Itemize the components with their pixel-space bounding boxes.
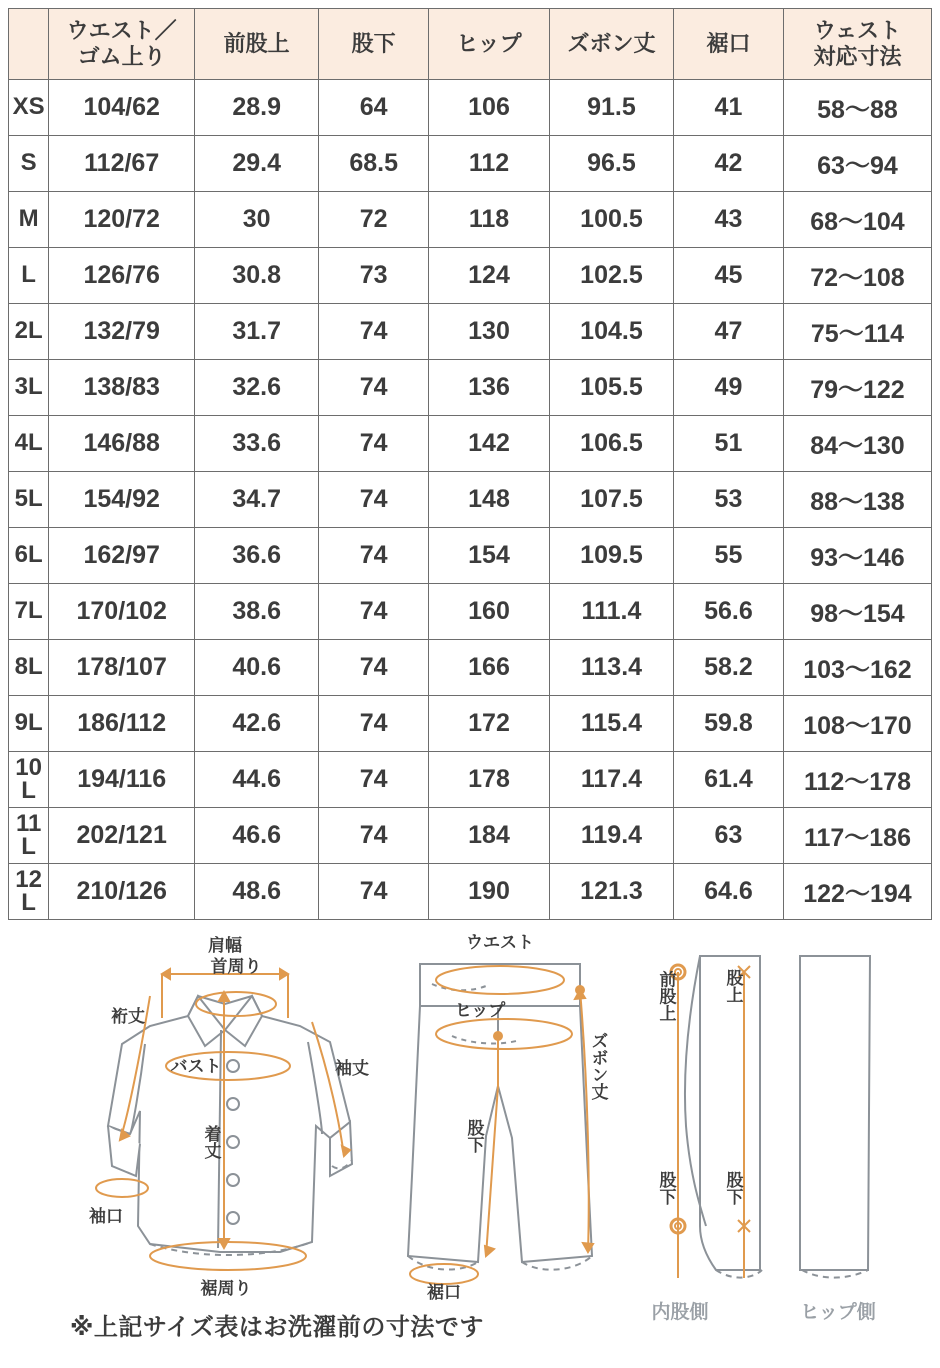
cell-pants-length: 104.5 [549, 304, 673, 360]
label-pants-waist: ウエスト [466, 933, 534, 952]
cell-front-rise: 36.6 [195, 528, 319, 584]
cell-size: S [9, 136, 49, 192]
label-body-length: 着丈 [201, 1125, 221, 1159]
column-header-fit-waist [783, 9, 931, 80]
cell-fit-waist: 108〜170 [783, 696, 931, 752]
cell-front-rise: 48.6 [195, 864, 319, 920]
cell-waist: 202/121 [49, 808, 195, 864]
cell-hip: 148 [429, 472, 550, 528]
cell-hem: 63 [674, 808, 784, 864]
column-header-size [9, 9, 49, 80]
cell-pants-length: 106.5 [549, 416, 673, 472]
column-header-fit-waist-line1: ウェスト [813, 18, 902, 44]
cell-front-rise: 33.6 [195, 416, 319, 472]
table-row [9, 416, 932, 472]
cell-waist: 112/67 [49, 136, 195, 192]
cell-fit-waist: 93〜146 [783, 528, 931, 584]
cell-fit-waist: 75〜114 [783, 304, 931, 360]
cell-hem: 47 [674, 304, 784, 360]
cell-inseam: 74 [319, 696, 429, 752]
cell-hem: 55 [674, 528, 784, 584]
cell-hem: 45 [674, 248, 784, 304]
column-header-waist-line2: ゴム上り [77, 44, 166, 69]
cell-hip: 142 [429, 416, 550, 472]
cell-front-rise: 28.9 [195, 80, 319, 136]
cell-size: 12L [9, 864, 49, 920]
cell-waist: 178/107 [49, 640, 195, 696]
label-pants-hem: 裾口 [427, 1283, 461, 1302]
label-shoulder: 肩幅 [208, 936, 242, 955]
cell-size: 7L [9, 584, 49, 640]
cell-inseam: 74 [319, 808, 429, 864]
cell-waist: 120/72 [49, 192, 195, 248]
table-row [9, 696, 932, 752]
label-yuki: 裄丈 [111, 1007, 145, 1026]
cell-waist: 138/83 [49, 360, 195, 416]
cell-fit-waist: 122〜194 [783, 864, 931, 920]
cell-hem: 59.8 [674, 696, 784, 752]
table-row [9, 808, 932, 864]
column-header-waist [49, 9, 195, 80]
cell-hem: 41 [674, 80, 784, 136]
cell-waist: 154/92 [49, 472, 195, 528]
table-header-row [9, 9, 932, 80]
cell-front-rise: 46.6 [195, 808, 319, 864]
label-pants-inseam: 股下 [464, 1119, 484, 1153]
cell-pants-length: 121.3 [549, 864, 673, 920]
cell-inseam: 74 [319, 584, 429, 640]
label-bust: バスト [170, 1057, 222, 1076]
cell-fit-waist: 79〜122 [783, 360, 931, 416]
cell-hem: 49 [674, 360, 784, 416]
cell-size: 4L [9, 416, 49, 472]
cell-size: 5L [9, 472, 49, 528]
cell-hip: 106 [429, 80, 550, 136]
label-detail-inseam-left: 股下 [656, 1171, 676, 1205]
cell-hip: 118 [429, 192, 550, 248]
cell-waist: 132/79 [49, 304, 195, 360]
cell-pants-length: 102.5 [549, 248, 673, 304]
cell-pants-length: 91.5 [549, 80, 673, 136]
cell-inseam: 74 [319, 528, 429, 584]
cell-fit-waist: 58〜88 [783, 80, 931, 136]
cell-size: 11L [9, 808, 49, 864]
column-header-front-rise: 前股上 [195, 9, 319, 80]
cell-size: 6L [9, 528, 49, 584]
cell-front-rise: 34.7 [195, 472, 319, 528]
footnote: ※上記サイズ表はお洗濯前の寸法です [70, 1314, 484, 1341]
cell-fit-waist: 98〜154 [783, 584, 931, 640]
cell-hip: 130 [429, 304, 550, 360]
cell-fit-waist: 84〜130 [783, 416, 931, 472]
cell-hip: 166 [429, 640, 550, 696]
label-hip-side: ヒップ側 [800, 1302, 876, 1323]
cell-fit-waist: 103〜162 [783, 640, 931, 696]
cell-size: M [9, 192, 49, 248]
cell-inseam: 68.5 [319, 136, 429, 192]
cell-hip: 178 [429, 752, 550, 808]
label-pants-hip: ヒップ [454, 1001, 506, 1020]
rise-detail-illustration [685, 956, 870, 1278]
cell-inseam: 74 [319, 472, 429, 528]
cell-hip: 154 [429, 528, 550, 584]
size-table-body [9, 80, 932, 920]
cell-inseam: 74 [319, 360, 429, 416]
table-row [9, 304, 932, 360]
cell-size: L [9, 248, 49, 304]
column-header-pants-length: ズボン丈 [549, 9, 673, 80]
cell-front-rise: 30 [195, 192, 319, 248]
cell-hip: 190 [429, 864, 550, 920]
cell-waist: 162/97 [49, 528, 195, 584]
table-row [9, 528, 932, 584]
cell-inseam: 73 [319, 248, 429, 304]
label-cuff: 袖口 [89, 1207, 123, 1226]
cell-hem: 58.2 [674, 640, 784, 696]
cell-front-rise: 38.6 [195, 584, 319, 640]
label-neck: 首周り [210, 957, 262, 976]
measurement-diagram-svg [0, 926, 940, 1346]
column-header-inseam: 股下 [319, 9, 429, 80]
cell-fit-waist: 117〜186 [783, 808, 931, 864]
cell-size: 2L [9, 304, 49, 360]
cell-inseam: 74 [319, 640, 429, 696]
cell-waist: 186/112 [49, 696, 195, 752]
cell-size: 3L [9, 360, 49, 416]
cell-front-rise: 31.7 [195, 304, 319, 360]
label-hem-round: 裾周り [200, 1279, 252, 1298]
measurement-diagram [0, 926, 940, 1346]
column-header-waist-line1: ウエスト／ [66, 18, 177, 44]
cell-pants-length: 105.5 [549, 360, 673, 416]
cell-fit-waist: 68〜104 [783, 192, 931, 248]
cell-fit-waist: 88〜138 [783, 472, 931, 528]
cell-inseam: 74 [319, 864, 429, 920]
cell-hip: 160 [429, 584, 550, 640]
cell-inseam: 74 [319, 304, 429, 360]
table-row [9, 136, 932, 192]
cell-hem: 43 [674, 192, 784, 248]
cell-pants-length: 115.4 [549, 696, 673, 752]
table-row [9, 472, 932, 528]
cell-fit-waist: 63〜94 [783, 136, 931, 192]
cell-size: 9L [9, 696, 49, 752]
cell-inseam: 64 [319, 80, 429, 136]
cell-pants-length: 96.5 [549, 136, 673, 192]
cell-inseam: 74 [319, 416, 429, 472]
cell-pants-length: 100.5 [549, 192, 673, 248]
cell-waist: 104/62 [49, 80, 195, 136]
cell-waist: 170/102 [49, 584, 195, 640]
size-table-header [9, 9, 932, 80]
label-detail-inseam-right: 股下 [723, 1171, 743, 1205]
cell-front-rise: 44.6 [195, 752, 319, 808]
cell-fit-waist: 112〜178 [783, 752, 931, 808]
table-row [9, 248, 932, 304]
cell-fit-waist: 72〜108 [783, 248, 931, 304]
label-pants-length: ズボン丈 [588, 1032, 608, 1100]
cell-front-rise: 29.4 [195, 136, 319, 192]
cell-inseam: 72 [319, 192, 429, 248]
cell-front-rise: 42.6 [195, 696, 319, 752]
cell-hip: 136 [429, 360, 550, 416]
size-table [8, 8, 932, 920]
cell-pants-length: 119.4 [549, 808, 673, 864]
table-row [9, 360, 932, 416]
table-row [9, 80, 932, 136]
cell-front-rise: 40.6 [195, 640, 319, 696]
cell-pants-length: 117.4 [549, 752, 673, 808]
cell-hip: 184 [429, 808, 550, 864]
cell-front-rise: 30.8 [195, 248, 319, 304]
cell-pants-length: 113.4 [549, 640, 673, 696]
column-header-hip: ヒップ [429, 9, 550, 80]
cell-pants-length: 107.5 [549, 472, 673, 528]
cell-hem: 56.6 [674, 584, 784, 640]
cell-waist: 146/88 [49, 416, 195, 472]
column-header-hem: 裾口 [674, 9, 784, 80]
cell-waist: 126/76 [49, 248, 195, 304]
table-row [9, 584, 932, 640]
cell-size: 10L [9, 752, 49, 808]
cell-hem: 64.6 [674, 864, 784, 920]
label-front-rise: 前股上 [656, 970, 676, 1022]
cell-size: XS [9, 80, 49, 136]
table-row [9, 192, 932, 248]
cell-waist: 210/126 [49, 864, 195, 920]
cell-hip: 172 [429, 696, 550, 752]
cell-hem: 42 [674, 136, 784, 192]
cell-front-rise: 32.6 [195, 360, 319, 416]
cell-size: 8L [9, 640, 49, 696]
table-row [9, 752, 932, 808]
cell-waist: 194/116 [49, 752, 195, 808]
label-inner-side: 内股側 [651, 1302, 709, 1323]
table-row [9, 864, 932, 920]
cell-pants-length: 111.4 [549, 584, 673, 640]
cell-hip: 112 [429, 136, 550, 192]
cell-pants-length: 109.5 [549, 528, 673, 584]
column-header-fit-waist-line2: 対応寸法 [813, 44, 902, 69]
cell-hip: 124 [429, 248, 550, 304]
label-rise: 股上 [723, 969, 743, 1003]
size-chart-page [0, 8, 940, 1368]
cell-inseam: 74 [319, 752, 429, 808]
table-row [9, 640, 932, 696]
cell-hem: 53 [674, 472, 784, 528]
label-sleeve: 袖丈 [335, 1059, 369, 1078]
cell-hem: 61.4 [674, 752, 784, 808]
cell-hem: 51 [674, 416, 784, 472]
